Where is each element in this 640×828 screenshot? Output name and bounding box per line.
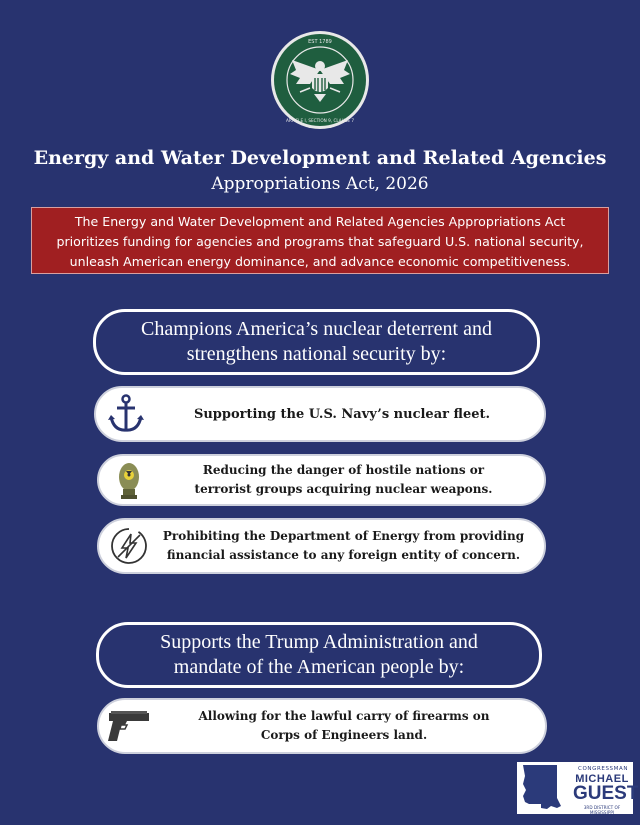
section-heading-line: strengthens national security by:	[186, 343, 447, 365]
section-heading-line: Supports the Trump Administration and	[160, 631, 478, 653]
intro-banner	[31, 207, 609, 274]
list-item-navy	[94, 386, 546, 442]
list-item-text: Allowing for the lawful carry of firearms on	[198, 709, 490, 723]
logo-district: 3RD DISTRICT OF MISSISSIPPI	[583, 805, 621, 815]
intro-line: unleash American energy dominance, and advance economic competitiveness.	[69, 254, 571, 269]
list-item-firearms	[97, 698, 547, 754]
list-item-foreign-entity	[97, 518, 546, 574]
seal-top-text: EST 1789	[308, 39, 332, 45]
seal-logo	[270, 30, 370, 130]
logo-last-name: GUEST	[573, 783, 639, 804]
section-heading-deterrent	[93, 309, 540, 375]
seal-ring-text: ARTICLE I, SECTION 9, CLAUSE 7	[285, 118, 355, 123]
list-item-text: financial assistance to any foreign entity of concern.	[166, 548, 521, 562]
list-item-text: Prohibiting the Department of Energy from providing	[162, 529, 525, 543]
no-power-icon	[99, 523, 159, 569]
page-title: Energy and Water Development and Related Agencies	[33, 147, 607, 169]
list-item-text: Corps of Engineers land.	[260, 728, 428, 742]
anchor-icon	[96, 391, 156, 437]
handgun-icon	[99, 703, 159, 749]
logo-first-name: MICHAEL	[575, 773, 629, 785]
list-item-text: Reducing the danger of hostile nations or	[202, 463, 485, 477]
nuclear-bomb-icon	[99, 457, 159, 503]
intro-line: prioritizes funding for agencies and programs that safeguard U.S. national security,	[56, 234, 584, 249]
intro-line: The Energy and Water Development and Related Agencies Appropriations Act	[74, 214, 566, 229]
list-item-nuclear-weapons	[97, 454, 546, 506]
page-subtitle: Appropriations Act, 2026	[211, 174, 429, 194]
section-heading-administration	[96, 622, 542, 688]
list-item-text: terrorist groups acquiring nuclear weapons.	[194, 482, 493, 496]
list-item-text: Supporting the U.S. Navy’s nuclear fleet.	[193, 406, 491, 422]
section-heading-line: mandate of the American people by:	[173, 656, 465, 678]
section-heading-line: Champions America’s nuclear deterrent and	[141, 318, 492, 340]
logo-title-text: CONGRESSMAN	[578, 766, 629, 772]
